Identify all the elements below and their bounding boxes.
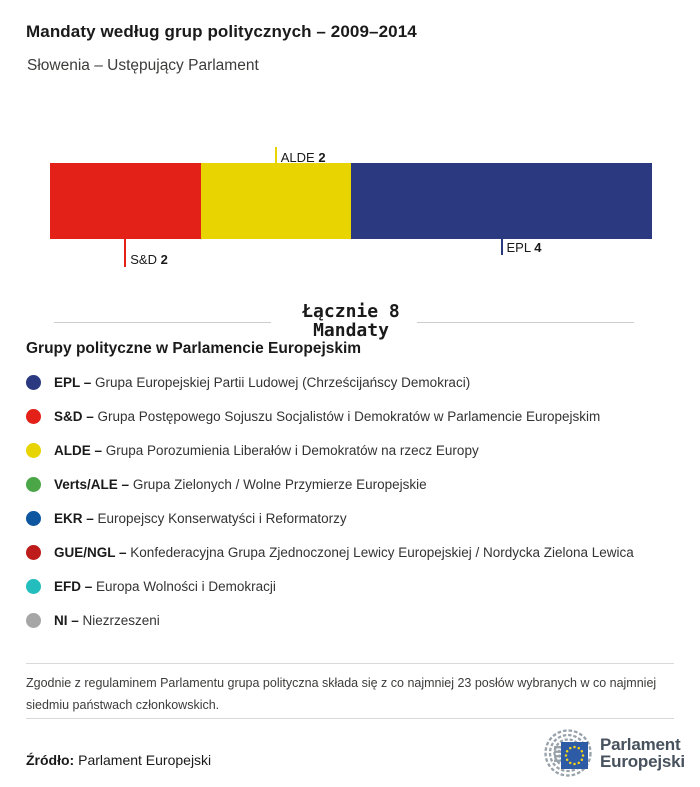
logo-wordmark-line2: Europejski <box>600 752 685 771</box>
legend-dot <box>26 443 41 458</box>
bar-label-seats: 4 <box>534 240 542 255</box>
legend-dot <box>26 409 41 424</box>
bar-label-S&D <box>130 252 168 267</box>
legend-row <box>26 535 676 569</box>
source-label: Źródło: <box>26 752 75 768</box>
legend-dot <box>26 375 41 390</box>
footnote: Zgodnie z regulaminem Parlamentu grupa polityczna składa się z co najmniej 23 posłów wybranych w co najmniej siedmiu państwach członkowskich. <box>26 676 657 712</box>
legend-row <box>26 365 676 399</box>
legend-abbr: S&D – <box>54 408 94 424</box>
legend-name: Grupa Porozumienia Liberałów i Demokratów na rzecz Europy <box>105 442 479 458</box>
page-subtitle: Słowenia – Ustępujący Parlament <box>27 57 259 74</box>
bar-segment-ALDE[interactable] <box>201 163 352 239</box>
total-line: Łącznie 8 <box>302 301 400 322</box>
legend-name: Niezrzeszeni <box>82 612 160 628</box>
bar-segment-S&D[interactable] <box>50 163 201 239</box>
page-title: Mandaty według grup politycznych – 2009–2014 <box>26 22 417 41</box>
note-divider-top <box>26 663 674 664</box>
bar-label-group: S&D <box>130 252 157 267</box>
legend-abbr: EPL – <box>54 374 92 390</box>
source-line <box>26 752 211 768</box>
legend-heading: Grupy polityczne w Parlamencie Europejskim <box>26 340 362 357</box>
ep-logo <box>526 727 685 779</box>
legend-abbr: ALDE – <box>54 442 103 458</box>
legend-abbr: EFD – <box>54 578 93 594</box>
bar-label-seats: 2 <box>318 150 326 165</box>
legend-dot <box>26 613 41 628</box>
legend-list <box>26 365 676 637</box>
bar-label-ALDE <box>281 150 326 165</box>
stacked-bar <box>50 163 652 239</box>
bar-segment-EPL[interactable] <box>351 163 652 239</box>
legend-row <box>26 433 676 467</box>
legend-name: Grupa Postępowego Sojuszu Socjalistów i Demokratów w Parlamencie Europejskim <box>97 408 601 424</box>
legend-dot <box>26 545 41 560</box>
bar-label-group: ALDE <box>280 150 315 165</box>
tick-EPL <box>501 239 503 255</box>
legend-name: Europa Wolności i Demokracji <box>96 578 276 594</box>
note-divider-bottom <box>26 718 674 719</box>
unit-line: Mandaty <box>313 320 389 341</box>
legend-name: Konfederacyjna Grupa Zjednoczonej Lewicy Europejskiej / Nordycka Zielona Lewica <box>130 544 634 560</box>
legend-row <box>26 569 676 603</box>
legend-row <box>26 501 676 535</box>
legend-name: Europejscy Konserwatyści i Reformatorzy <box>97 510 347 526</box>
legend-dot <box>26 511 41 526</box>
bar-label-EPL <box>507 240 542 255</box>
tick-ALDE <box>275 147 277 163</box>
legend-row <box>26 603 676 637</box>
legend-row <box>26 399 676 433</box>
legend-dot <box>26 477 41 492</box>
bar-label-group: EPL <box>506 240 531 255</box>
tick-S&D <box>124 239 126 267</box>
total-label <box>51 302 651 340</box>
legend-dot <box>26 579 41 594</box>
logo-wordmark-line1: Parlament <box>600 734 681 754</box>
hemicycle-icon <box>526 727 592 779</box>
logo-wordmark <box>600 736 685 771</box>
bar-label-seats: 2 <box>160 252 168 267</box>
legend-abbr: NI – <box>54 612 79 628</box>
legend-abbr: Verts/ALE – <box>54 476 130 492</box>
legend-name: Grupa Europejskiej Partii Ludowej (Chrześcijańscy Demokraci) <box>95 374 471 390</box>
legend-name: Grupa Zielonych / Wolne Przymierze Europejskie <box>132 476 427 492</box>
legend-abbr: EKR – <box>54 510 94 526</box>
legend-abbr: GUE/NGL – <box>54 544 127 560</box>
legend-row <box>26 467 676 501</box>
source-value: Parlament Europejski <box>78 752 212 768</box>
